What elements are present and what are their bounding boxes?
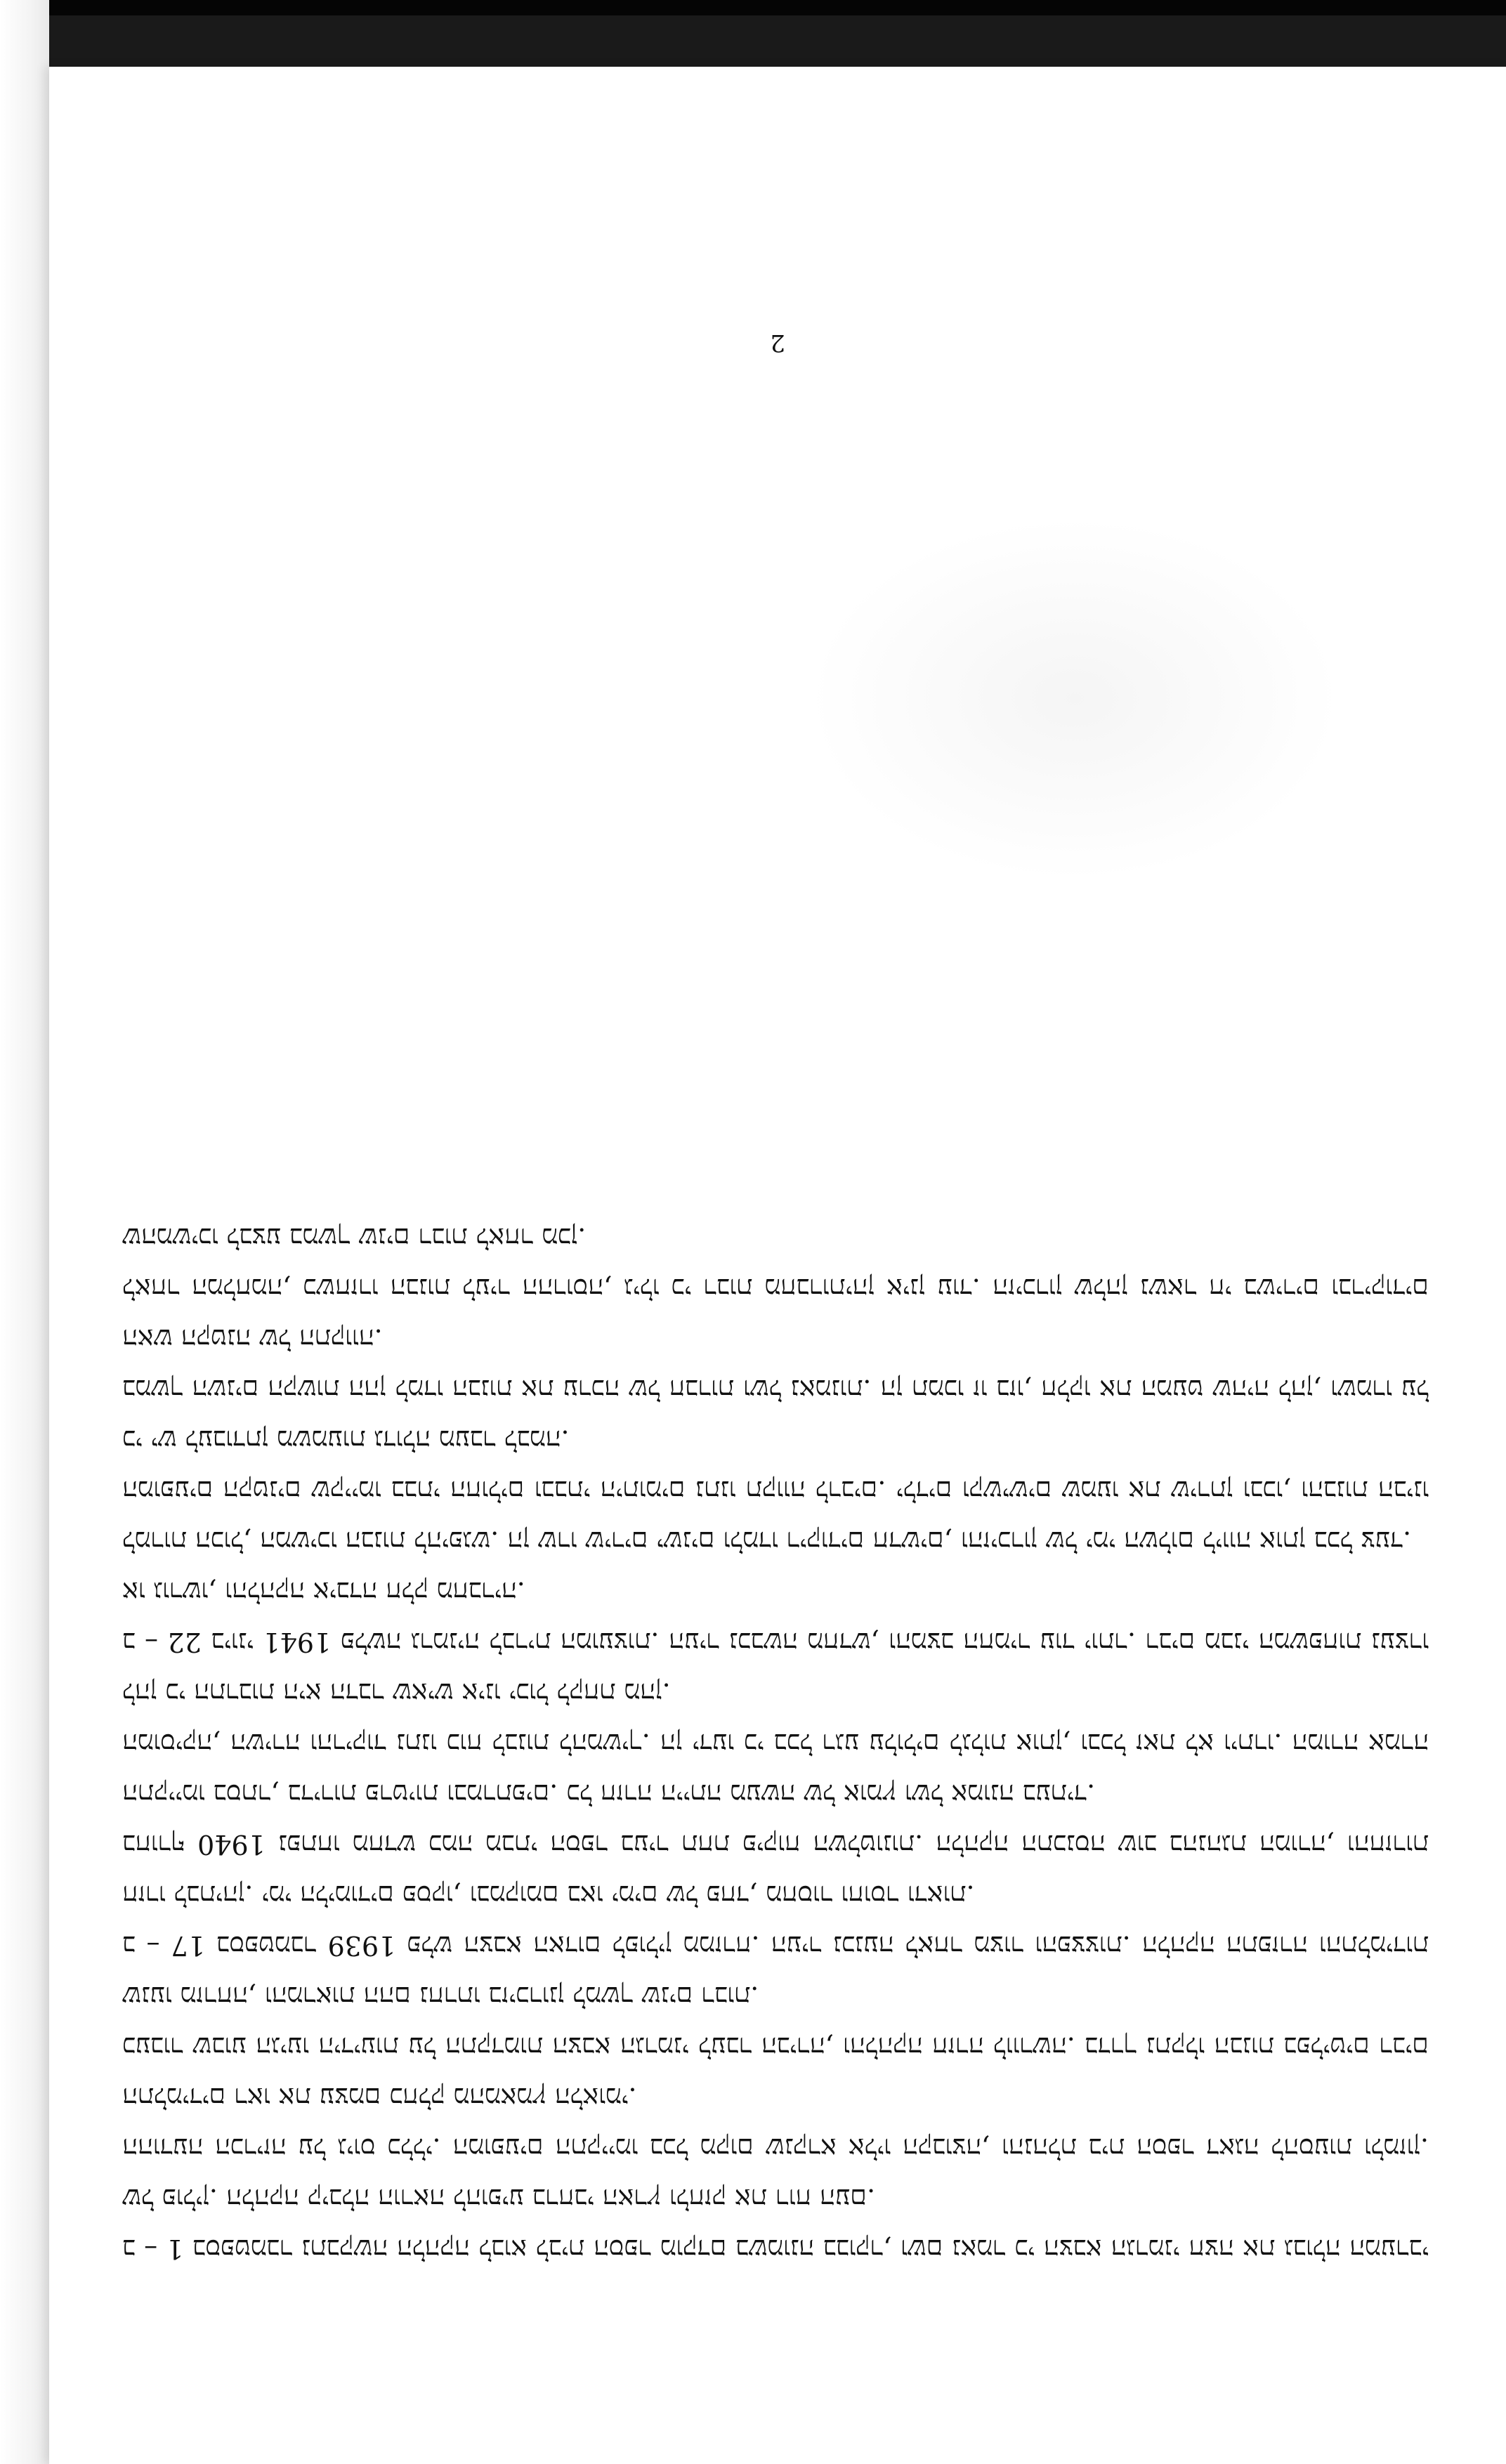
paragraph-6: המוסיקה, השירה והריקוד נתנו כוח לבנות להמשיך. הן ידעו כי בכל רגע עלולים לגלות אותן, ובכל זאת לא ויתרו. המורה אמרה להן כי התרבות היא הדבר שאיש אינו יכול לקחת מהן. [122, 1677, 1429, 1759]
paragraph-2: ההודעה הכריזה על גיוס כללי. המופעים התקיימו בכל מקום שנקרא אליו הקבוצה, והנהלת בית הספר דאגה להסעות ולמזון. התלמידים ראו את עצמם כחלק מהמאמץ הלאומי. [122, 2082, 1429, 2163]
rotated-page-content [49, 67, 1506, 2464]
paragraph-8: למרות הכול, המשיכו הבנות להיפגש. הן שרו שירים ישנים ולמדו ריקודים חדשים, והזיכרון של ימי השלום ליווה אותן בכל צעד. [122, 1526, 1412, 1557]
paragraph-7: ב – 22 ביוני 1941 פלשה גרמניה לברית המועצות. העיר נכבשה מחדש, והמצב החמיר עוד יותר. רבים מבני המשפחות נעצרו או גורשו, והלהקה איבדה חלק מחבריה. [122, 1576, 1429, 1658]
paragraph-4: ב – 17 בספטמבר 1939 פלש הצבא האדום לפולין ממזרח. העיר נכנעה לאחר מצור והפצצות. הלהקה התפזרה והתלמידות חזרו לבתיהן. ימי הלימודים פסקו, ובמקומם באו ימים של פחד, מחסור וחוסר ודאות. [122, 1880, 1429, 1961]
paragraph-9: המופעים הקטנים שקיימו בבתי החולים ובבתי היתומים נתנו תקווה לרבים. ילדים וקשישים שמעו את שירתן ובכו, והבנות הבינו כי יש לעבודתן משמעות גדולה מעבר לבמה. [122, 1424, 1429, 1506]
paragraph-3: כעבור שבוע הגיעו הידיעות על התקדמות הצבא הגרמני לעבר הבירה, והלהקה חזרה לוורשה. בדרך נתקלו הבנות בפליטים רבים שנעו מזרחה, והמראות ההם נחרתו בזיכרונן למשך שנים רבות. [122, 1981, 1429, 2062]
paragraph-10: במשך השנים הקשות ההן למדו הבנות את ערכה של חברות ושל נאמנות. הן תמכו זו בזו, חלקו את המעט שהיה להן, ושמרו על האש הקטנה של התקווה. [122, 1323, 1429, 1405]
paragraph-1: ב – 1 בספטמבר נתבקשה הלהקה לבוא לבית הספר מוקדם בשמונה בבוקר, ושם נאמר כי הצבא הגרמני חצה את גבולה המערבי של פולין. הלהקה קיבלה הוראה להופיע ברחבי הארץ ולחזק את רוח העם. [122, 2183, 1429, 2265]
scan-left-margin [0, 0, 49, 2464]
paragraph-11: לאחר המלחמה, כשחזרו הבנות לעיר ההרוסה, גילו כי רבות מחברותיהן אינן עוד. הזיכרון שלהן נשאר חי בשירים ובריקודים שהמשיכו לבצע במשך שנים רבות לאחר מכן. [122, 1222, 1429, 1304]
page-number: 2 [770, 329, 785, 357]
paragraph-5: בחורף 1940 נפתחו מחדש כמה מבתי הספר בעיר תחת פיקוח השלטונות. הלהקה התכנסה שוב בהנהגת המורה, והחזרות התקיימו בסתר, בדירות פרטיות ובמרתפים. כל חזרה הייתה מעשה של אומץ ושל אמונה בעתיד. [122, 1778, 1429, 1860]
scan-top-edge [0, 0, 1506, 15]
document-page [49, 67, 1506, 2464]
body-text [122, 1212, 1429, 2274]
